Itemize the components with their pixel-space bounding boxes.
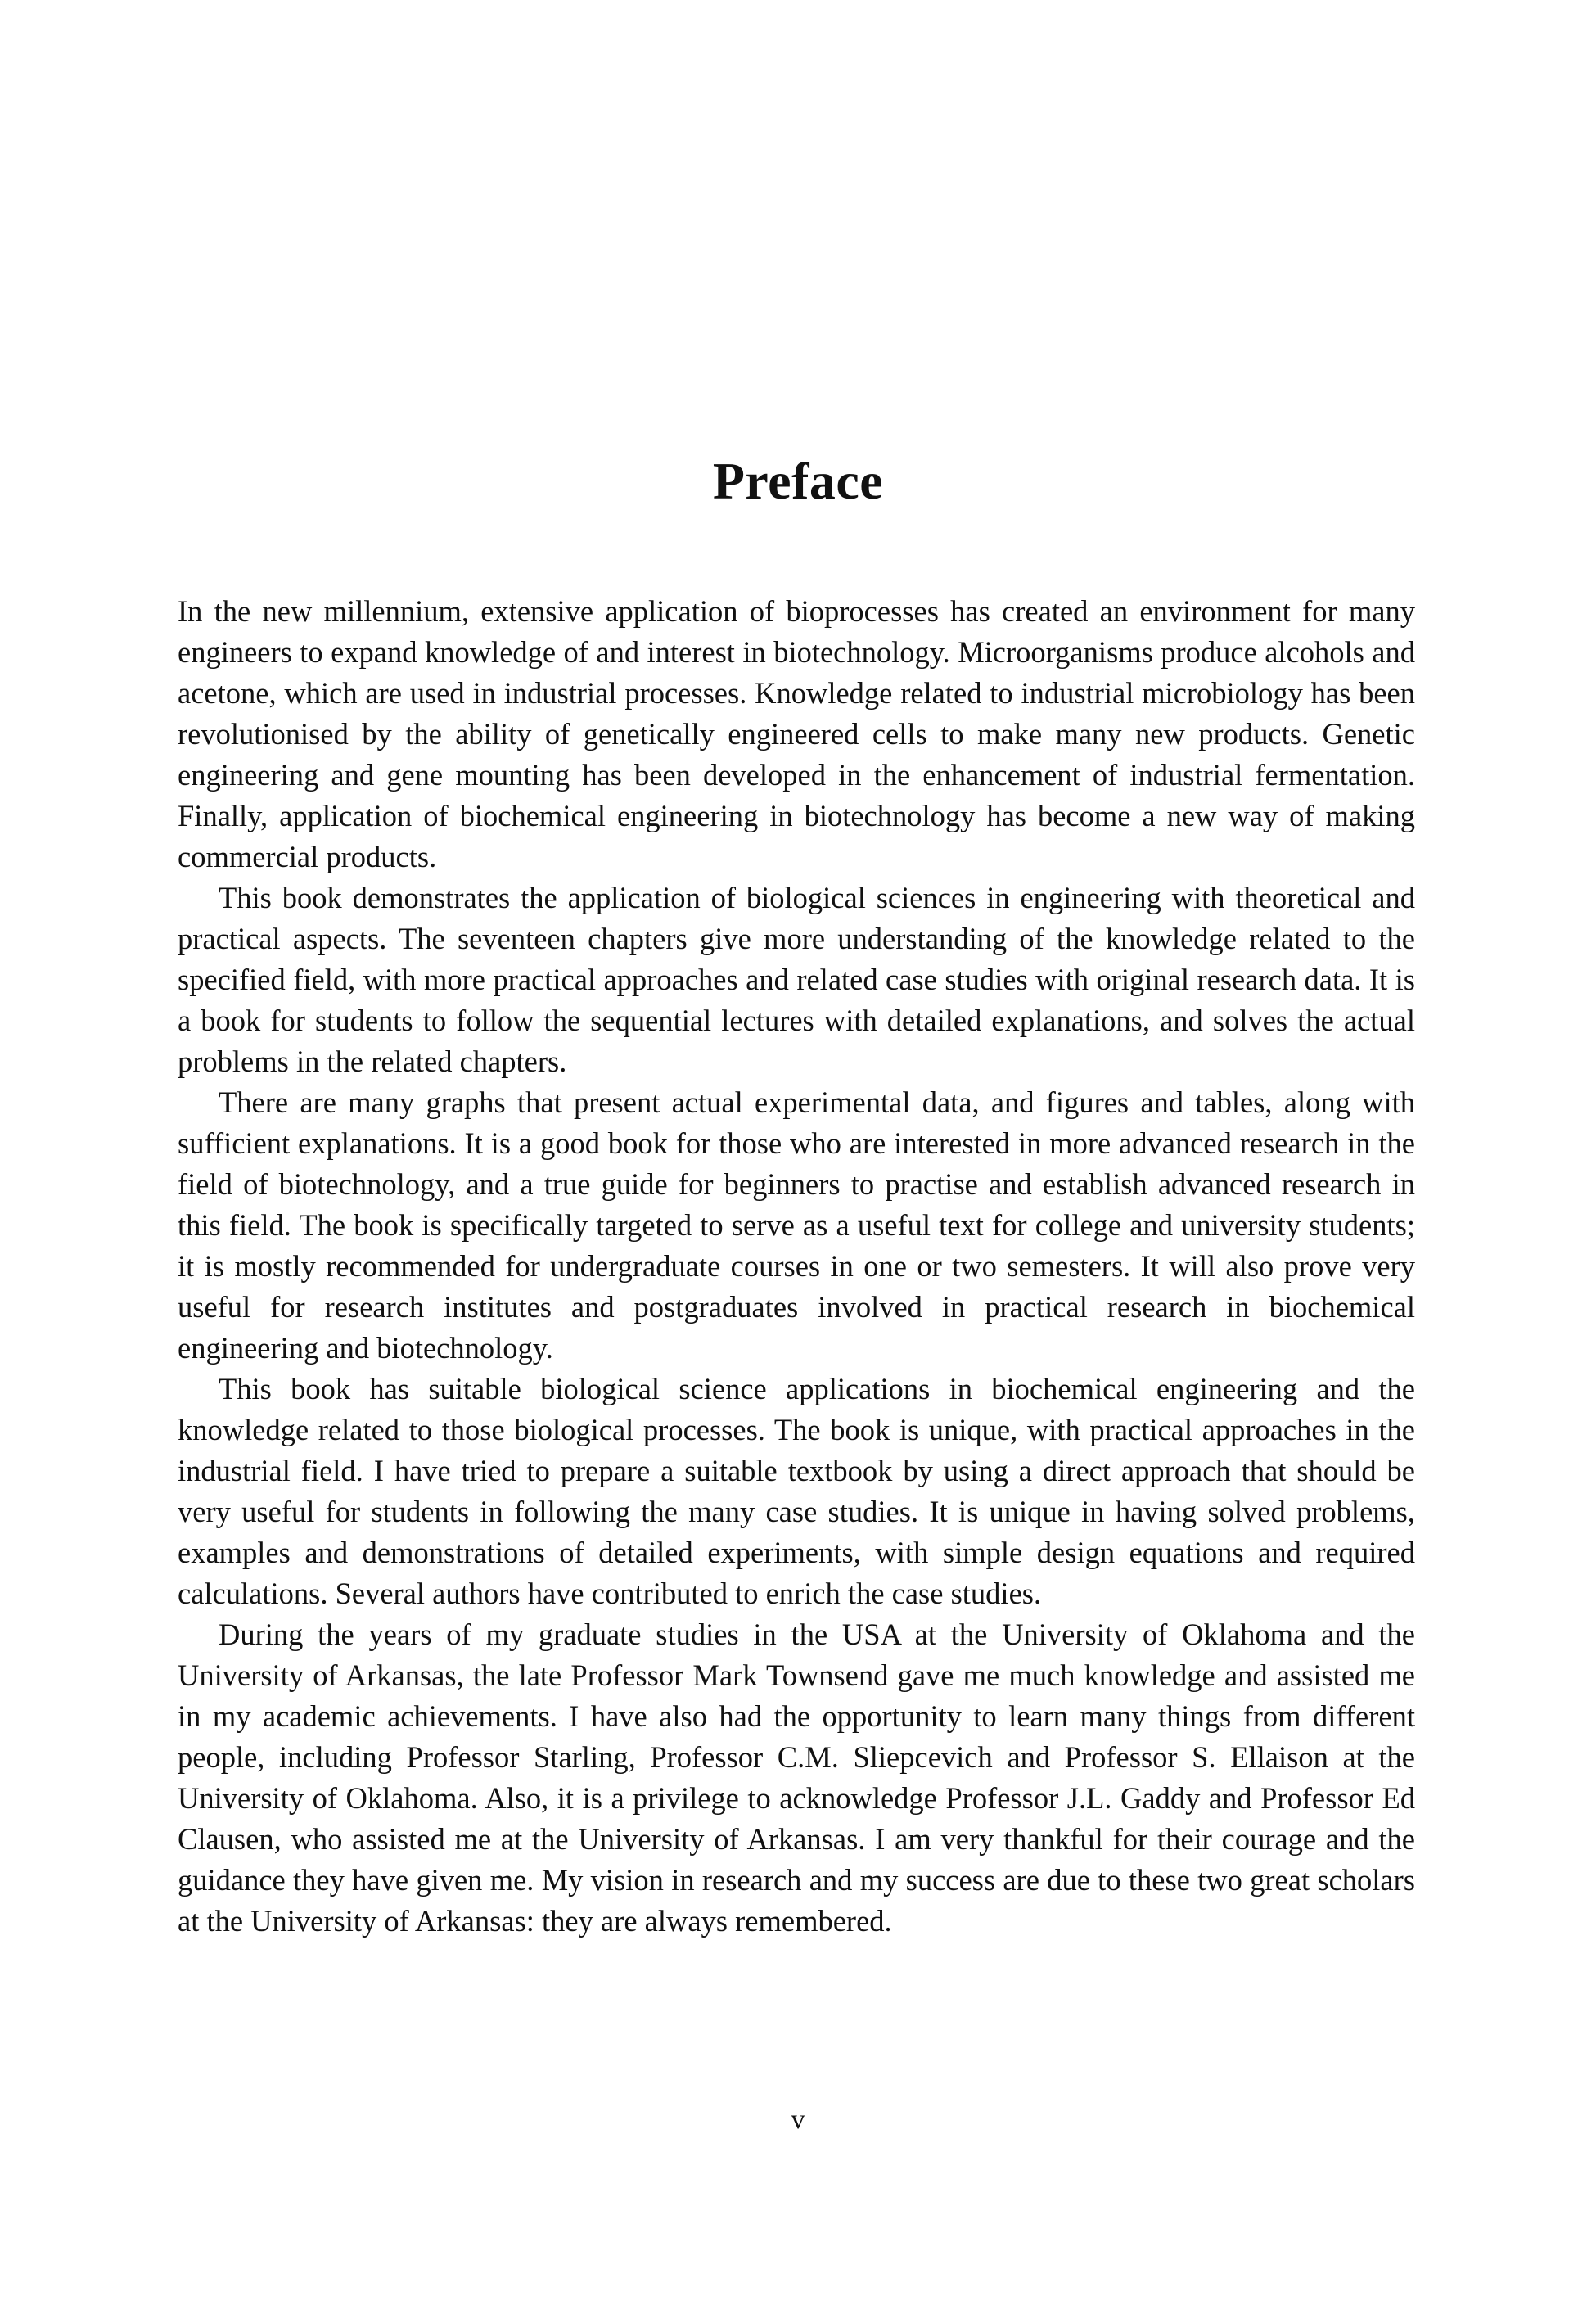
paragraph-2: This book demonstrates the application of biological sciences in engineering with theoretical and practical aspects. The seventeen chapters give more understanding of the knowledge related to the specified field, with more practical approaches and related case studies with original research data. It is a book for students to follow the sequential lectures with detailed explanations, and solves the actual problems in the related chapters.	[178, 881, 1415, 1078]
paragraph-3: There are many graphs that present actual experimental data, and figures and tables, along with sufficient explanations. It is a good book for those who are interested in more advanced research in the field of biotechnology, and a true guide for beginners to practise and establish advanced research in this field. The book is specifically targeted to serve as a useful text for college and university students; it is mostly recommended for undergraduate courses in one or two semesters. It will also prove very useful for research institutes and postgraduates involved in practical research in biochemical engineering and biotechnology.	[178, 1085, 1415, 1365]
paragraph-1: In the new millennium, extensive application of bioprocesses has created an environment for many engineers to expand knowledge of and interest in biotechnology. Microorganisms produce alcohols and acetone, which are used in industrial processes. Knowledge related to industrial microbiology has been revolutionised by the ability of genetically engineered cells to make many new products. Genetic engineering and gene mounting has been developed in the enhancement of industrial fermentation. Finally, application of biochemical engineering in biotechnology has become a new way of making commercial products.	[178, 594, 1415, 873]
paragraph-4: This book has suitable biological science applications in biochemical engineering and the knowledge related to those biological processes. The book is unique, with practical approaches in the industrial field. I have tried to prepare a suitable textbook by using a direct approach that should be very useful for students in following the many case studies. It is unique in having solved problems, examples and demonstrations of detailed experiments, with simple design equations and required calculations. Several authors have contributed to enrich the case studies.	[178, 1372, 1415, 1610]
page-title: Preface	[712, 452, 884, 510]
paragraph-5: During the years of my graduate studies in the USA at the University of Oklahoma and the University of Arkansas, the late Professor Mark Townsend gave me much knowledge and assisted me in my academic achievements. I have also had the opportunity to learn many things from different people, including Professor Starling, Professor C.M. Sliepcevich and Professor S. Ellaison at the University of Oklahoma. Also, it is a privilege to acknowledge Professor J.L. Gaddy and Professor Ed Clausen, who assisted me at the University of Arkansas. I am very thankful for their courage and the guidance they have given me. My vision in research and my success are due to these two great scholars at the University of Arkansas: they are always remembered.	[178, 1617, 1415, 1938]
preface-body	[178, 591, 1415, 1942]
page-number: v	[791, 2105, 805, 2135]
